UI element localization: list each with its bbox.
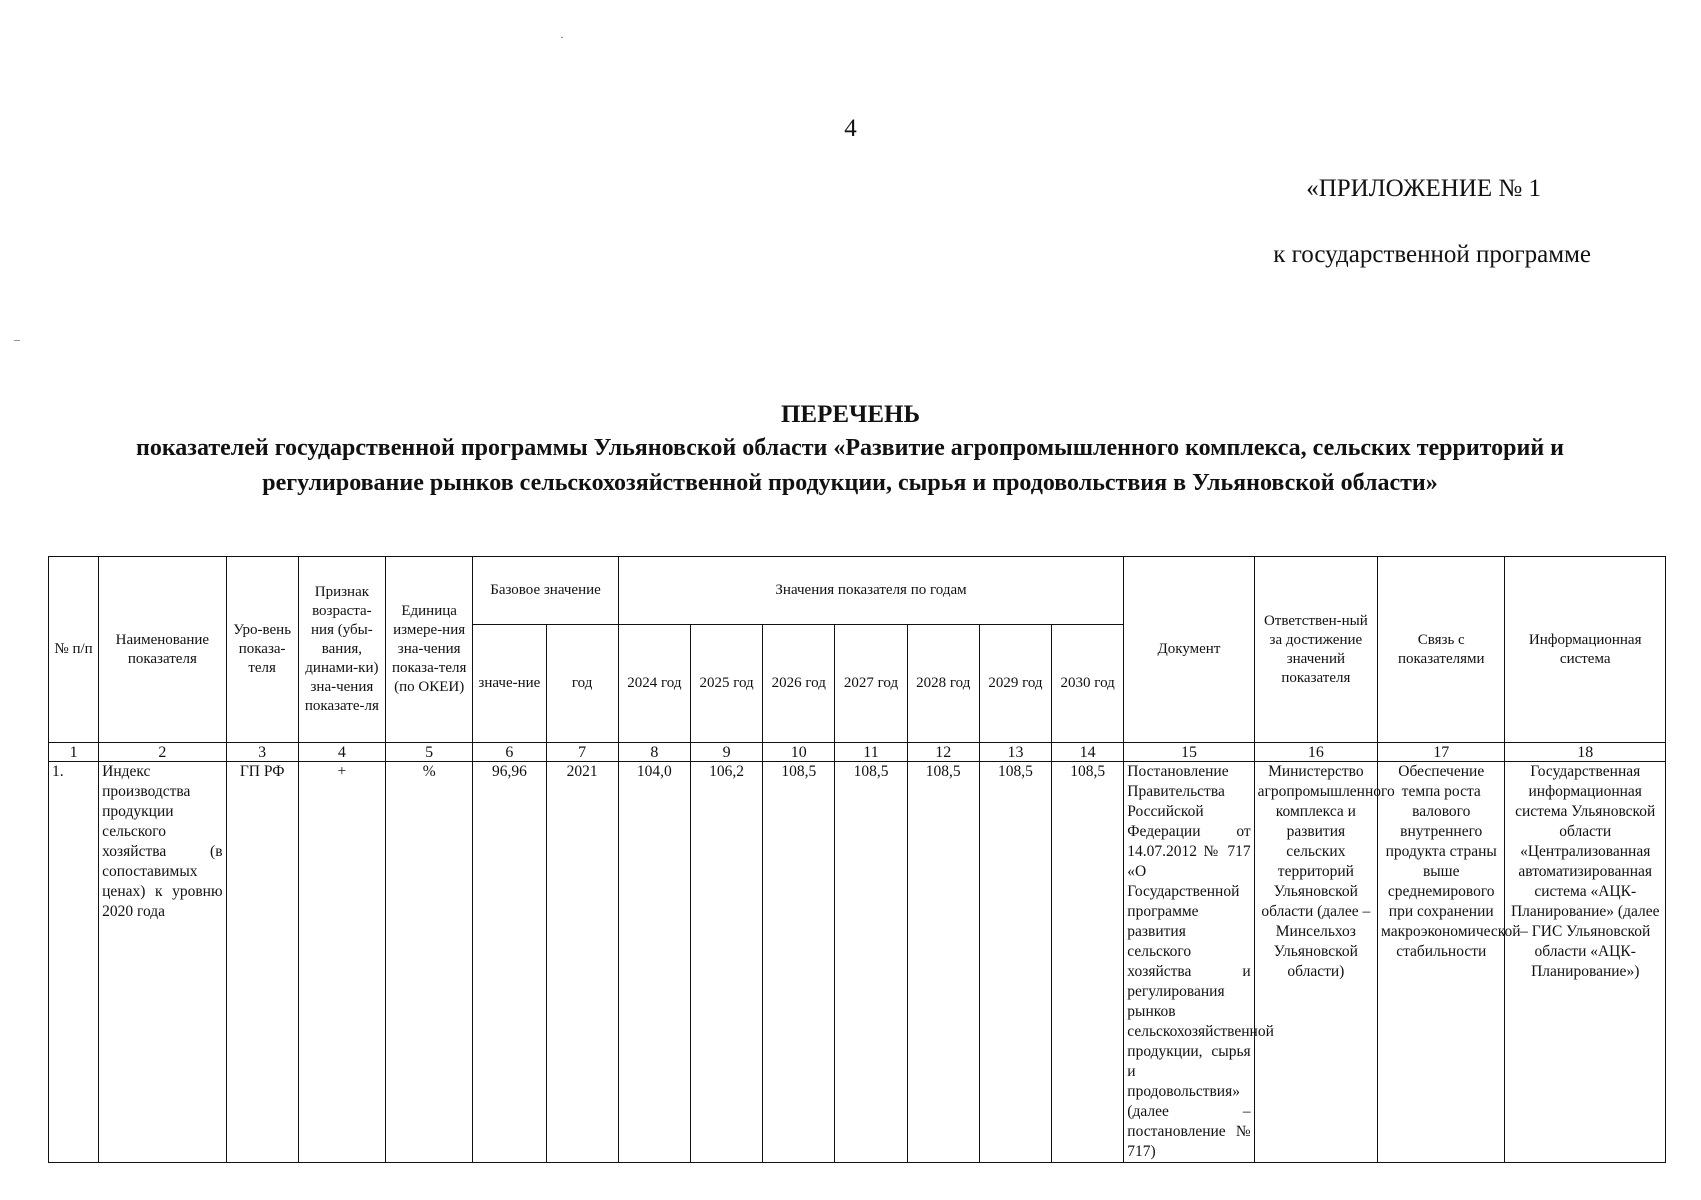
document-subtitle: показателей государственной программы Ульяновской области «Развитие агропромышленного комплекса, сельских территорий и регулирование рынков сельскохозяйственной продукции, сырья и продовольствия в Ульяновской области» [136, 435, 1564, 496]
column-number: 6 [473, 743, 546, 762]
header-year-2029: 2029 год [979, 625, 1051, 743]
column-number: 9 [690, 743, 762, 762]
header-base-year: год [546, 625, 618, 743]
header-year-2025: 2025 год [690, 625, 762, 743]
cell-unit: % [386, 762, 473, 1163]
cell-document: Постановление Правительства Российской Федерации от 14.07.2012 № 717 «О Государственной программе развития сельского хозяйства и регулирования рынков сельскохозяйственной продукции, сырья и продовольствия» (далее – постановление № 717) [1124, 762, 1254, 1163]
column-number: 10 [763, 743, 835, 762]
cell-responsible: Министерство агропромышленного комплекса и развития сельских территорий Ульяновской области (далее – Минсельхоз Ульяновской области) [1254, 762, 1377, 1163]
header-year-2024: 2024 год [618, 625, 690, 743]
column-number: 15 [1124, 743, 1254, 762]
cell-link: Обеспечение темпа роста валового внутреннего продукта страны выше среднемирового при сохранении макроэкономической стабильности [1378, 762, 1505, 1163]
cell-info-system: Государственная информационная система Ульяновской области «Централизованная автоматизированная система «АЦК-Планирование» (далее – ГИС Ульяновской области «АЦК-Планирование») [1505, 762, 1666, 1163]
header-base-value: значе-ние [473, 625, 546, 743]
table-row [49, 762, 1666, 1163]
cell-value-2030: 108,5 [1052, 762, 1124, 1163]
header-name: Наименование показателя [99, 557, 226, 743]
cell-value-2028: 108,5 [907, 762, 979, 1163]
header-link: Связь с показателями [1378, 557, 1505, 743]
scan-speck: – [14, 332, 20, 346]
header-trend: Признак возраста-ния (убы-вания, динами-ки) зна-чения показате-ля [298, 557, 385, 743]
column-number: 18 [1505, 743, 1666, 762]
header-num: № п/п [49, 557, 99, 743]
column-number: 3 [226, 743, 298, 762]
cell-value-2024: 104,0 [618, 762, 690, 1163]
column-number: 13 [979, 743, 1051, 762]
header-year-2026: 2026 год [763, 625, 835, 743]
cell-num: 1. [49, 762, 99, 1163]
column-number: 5 [386, 743, 473, 762]
document-title: ПЕРЕЧЕНЬ [780, 401, 921, 428]
cell-value-2026: 108,5 [763, 762, 835, 1163]
header-year-2028: 2028 год [907, 625, 979, 743]
column-number: 4 [298, 743, 385, 762]
header-unit: Единица измере-ния зна-чения показа-теля (по ОКЕИ) [386, 557, 473, 743]
indicators-table [48, 556, 1666, 1163]
column-number: 14 [1052, 743, 1124, 762]
column-number: 2 [99, 743, 226, 762]
column-number: 12 [907, 743, 979, 762]
header-level: Уро-вень показа-теля [226, 557, 298, 743]
appendix-title: «ПРИЛОЖЕНИЕ № 1 [1306, 175, 1541, 202]
column-number: 7 [546, 743, 618, 762]
column-number: 16 [1254, 743, 1377, 762]
cell-base-value: 96,96 [473, 762, 546, 1163]
header-year-2030: 2030 год [1052, 625, 1124, 743]
cell-base-year: 2021 [546, 762, 618, 1163]
scan-speck: · [560, 30, 564, 44]
cell-level: ГП РФ [226, 762, 298, 1163]
cell-name: Индекс производства продукции сельского хозяйства (в сопоставимых ценах) к уровню 2020 года [99, 762, 226, 1163]
cell-value-2025: 106,2 [690, 762, 762, 1163]
column-number: 11 [835, 743, 907, 762]
header-year-2027: 2027 год [835, 625, 907, 743]
header-info-system: Информационная система [1505, 557, 1666, 743]
cell-trend: + [298, 762, 385, 1163]
column-number: 17 [1378, 743, 1505, 762]
page-number: 4 [844, 115, 857, 142]
header-responsible: Ответствен-ный за достижение значений показателя [1254, 557, 1377, 743]
cell-value-2027: 108,5 [835, 762, 907, 1163]
appendix-subtitle: к государственной программе [1273, 241, 1591, 268]
header-years-group: Значения показателя по годам [618, 557, 1124, 625]
column-number: 8 [618, 743, 690, 762]
header-document: Документ [1124, 557, 1254, 743]
column-numbers-row [49, 743, 1666, 762]
cell-value-2029: 108,5 [979, 762, 1051, 1163]
header-base-group: Базовое значение [473, 557, 618, 625]
column-number: 1 [49, 743, 99, 762]
